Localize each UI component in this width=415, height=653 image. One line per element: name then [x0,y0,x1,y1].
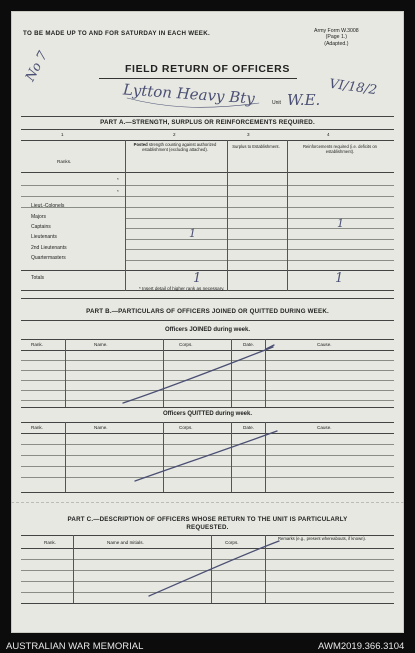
form-title: FIELD RETURN OF OFFICERS [125,63,290,75]
col-ranks-header: Ranks. [57,159,72,164]
unit-underline-stroke [127,98,259,107]
joined-col-date: Date. [243,342,254,347]
part-b-heading: PART B.—PARTICULARS OF OFFICERS JOINED OR QUITTED DURING WEEK. [86,308,329,315]
part-a-heading: PART A.—STRENGTH, SURPLUS OR REINFORCEMENTS REQUIRED. [100,119,315,126]
col-surplus-header: Surplus to Establishment. [232,144,280,149]
footer-institution: AUSTRALIAN WAR MEMORIAL [6,641,144,652]
asterisk-1: * [117,177,119,182]
rank-lieutenants: Lieutenants [31,234,57,240]
cancellation-strokes [11,11,404,633]
rank-captains: Captains [31,224,51,230]
quitted-col-cause: Cause. [317,425,332,430]
quitted-col-name: Name. [94,425,108,430]
quitted-cancel-stroke [135,431,277,481]
asterisk-2: * [117,189,119,194]
quitted-col-date: Date. [243,425,254,430]
handwritten-week: W.E. [287,91,321,109]
part-c-col-corps: Corps. [225,540,239,545]
entry-totals-posted: 1 [193,271,202,286]
col-number-1: 1 [61,132,64,137]
rank-majors: Majors [31,214,47,220]
rank-2nd-lieutenants: 2nd Lieutenants [31,245,67,251]
entry-captains-reinf: 1 [337,217,344,230]
posted-bold: Posted [133,142,148,147]
col-number-4: 4 [327,132,330,137]
instruction-text: TO BE MADE UP TO AND FOR SATURDAY IN EACH WEEK. [23,30,211,37]
quitted-title: Officers QUITTED during week. [162,411,252,417]
handwritten-date: VI/18/2 [328,76,378,99]
entry-totals-reinf: 1 [335,271,344,286]
footer-accession-id: AWM2019.366.3104 [318,641,405,652]
entry-lieutenants-posted: 1 [189,227,196,240]
col-number-3: 3 [247,132,250,137]
part-c-cancel-stroke [149,541,279,596]
handwritten-unit: Lytton Heavy Bty [122,80,256,108]
quitted-col-rank: Rank. [31,425,44,430]
form-page: (Page 1.) [325,34,348,41]
form-sheet [11,11,404,633]
quitted-col-corps: Corps. [179,425,193,430]
joined-cancel-stroke [123,347,273,403]
part-c-heading-line2: REQUESTED. [186,524,229,531]
part-c-col-remarks: Remarks (e.g., present whereabouts, if known). [278,536,366,541]
rank-lieut-colonels: Lieut.-Colonels [31,203,65,209]
form-adapted: (Adapted.) [324,40,349,47]
handwritten-number: No 7 [23,49,52,85]
joined-title: Officers JOINED during week. [164,327,251,333]
form-id: Army Form W.3008 [314,28,359,34]
totals-label: Totals [31,275,45,281]
unit-label: Unit [272,100,281,106]
joined-col-cause: Cause. [317,342,332,347]
joined-col-corps: Corps. [179,342,193,347]
part-c-col-name: Name and Initials. [107,540,144,545]
joined-col-rank: Rank. [31,342,44,347]
col-reinf-header: Reinforcements required (i.e. deficits on establishment). [302,144,377,154]
joined-col-name: Name. [94,342,108,347]
col-number-2: 2 [173,132,176,137]
rank-quartermasters: Quartermasters [31,255,66,261]
part-c-col-rank: Rank. [44,540,57,545]
part-a-footnote: * Insert detail of higher rank as necessary. [139,286,225,291]
part-c-heading-line1: PART C.—DESCRIPTION OF OFFICERS WHOSE RETURN TO THE UNIT IS PARTICULARLY [67,516,348,523]
posted-rest: strength counting against authorized establishment (excluding attached). [142,142,217,152]
